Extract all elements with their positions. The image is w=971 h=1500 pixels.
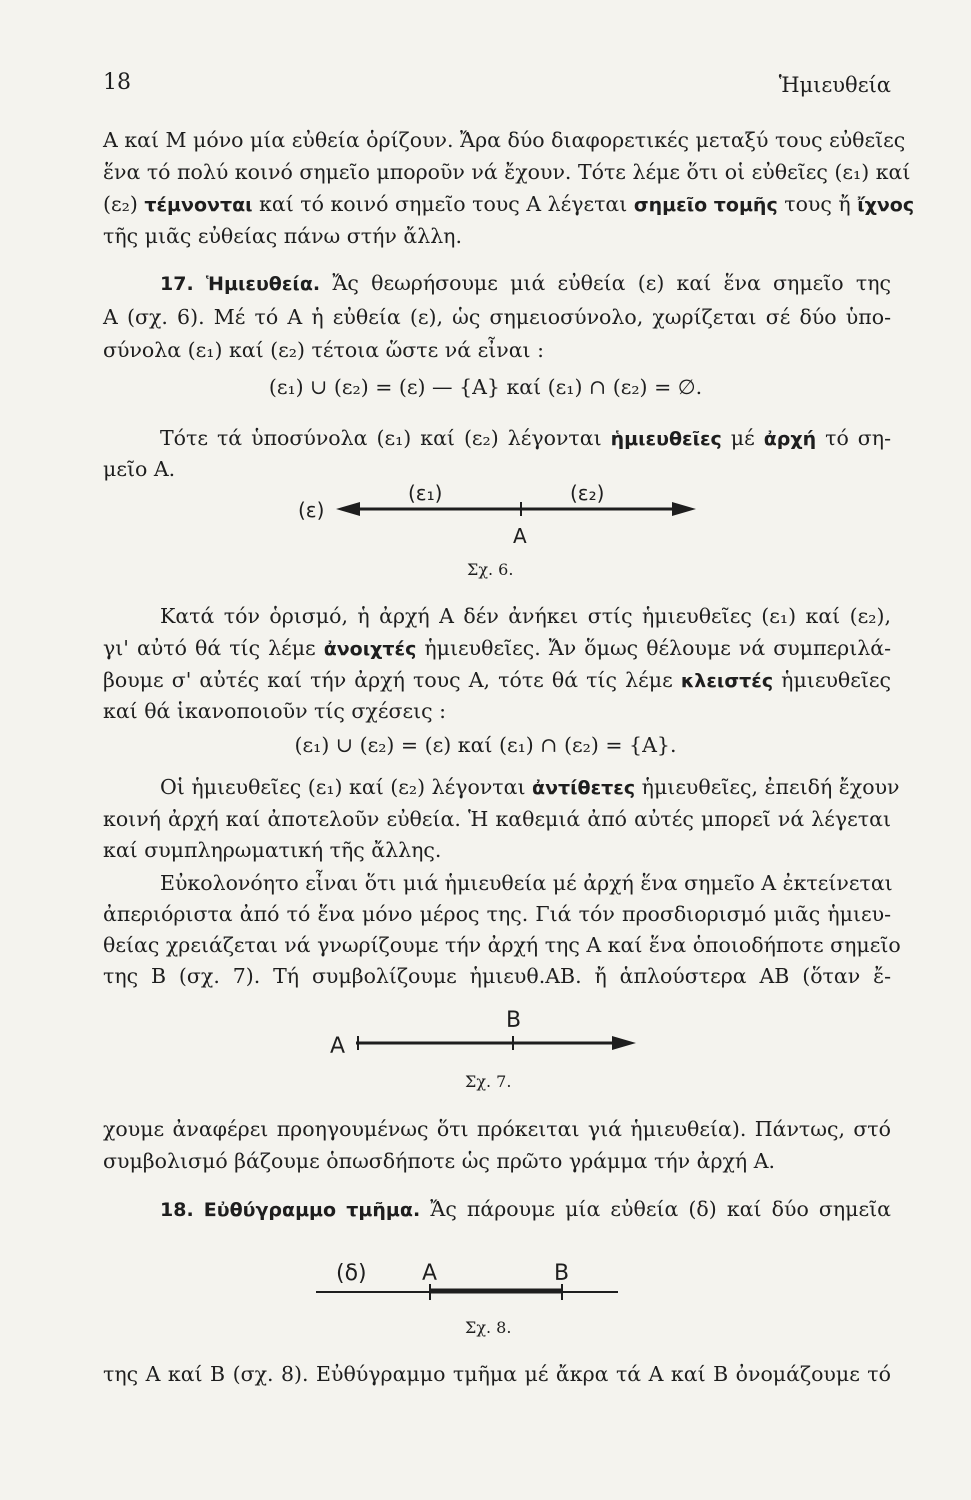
text-line: (ε₂) τέμνονται καί τό κοινό σημεῖο τους Α λέγεται σημεῖο τομῆς τους ἤ ἴχνος bbox=[103, 192, 915, 216]
term-bold: κλειστές bbox=[680, 670, 774, 692]
term-bold: ἀνοιχτές bbox=[323, 638, 417, 660]
text-line: κοινή ἀρχή καί ἀποτελοῦν εὐθεία. Ἡ καθεμιά ἀπό αὐτές μπορεῖ νά λέγεται bbox=[103, 807, 891, 831]
running-title: Ἡμιευθεία bbox=[778, 73, 891, 97]
fig7-label-b: Β bbox=[506, 1008, 522, 1033]
section-title: Ἡμιευθεία. bbox=[205, 273, 321, 295]
fig7-label-a: Α bbox=[330, 1034, 346, 1059]
page-number: 18 bbox=[103, 70, 131, 95]
figure-7-caption: Σχ. 7. bbox=[465, 1072, 512, 1091]
equation: (ε₁) ∪ (ε₂) = (ε) — {Α} καί (ε₁) ∩ (ε₂) = ∅. bbox=[268, 375, 703, 399]
equation: (ε₁) ∪ (ε₂) = (ε) καί (ε₁) ∩ (ε₂) = {Α}. bbox=[294, 733, 677, 757]
text-line: Τότε τά ὑποσύνολα (ε₁) καί (ε₂) λέγονται ἡμιευθεῖες μέ ἀρχή τό ση- bbox=[160, 426, 892, 450]
term-bold: τέμνονται bbox=[144, 194, 253, 216]
term-bold: ἴχνος bbox=[857, 194, 915, 216]
text-line: Οἱ ἡμιευθεῖες (ε₁) καί (ε₂) λέγονται ἀντίθετες ἡμιευθεῖες, ἐπειδή ἔχουν bbox=[160, 775, 900, 799]
fig6-arrow-left bbox=[336, 502, 360, 516]
text-line: χουμε ἀναφέρει προηγουμένως ὅτι πρόκειται γιά ἡμιευθεία). Πάντως, στό bbox=[103, 1117, 891, 1141]
term-bold: σημεῖο τομῆς bbox=[633, 194, 778, 216]
fig8-label-b: Β bbox=[554, 1261, 570, 1286]
text-line: γι' αὐτό θά τίς λέμε ἀνοιχτές ἡμιευθεῖες. Ἄν ὅμως θέλουμε νά συμπεριλά- bbox=[103, 636, 891, 660]
figure-8 bbox=[310, 1250, 630, 1310]
text-line: της Α καί Β (σχ. 8). Εὐθύγραμμο τμῆμα μέ ἄκρα τά Α καί Β ὀνομάζουμε τό bbox=[103, 1362, 891, 1386]
text-line: Α καί Μ μόνο μία εὐθεία ὁρίζουν. Ἄρα δύο διαφορετικές μεταξύ τους εὐθεῖες bbox=[103, 128, 906, 152]
fig8-label-d: (δ) bbox=[336, 1261, 367, 1286]
text-line: συμβολισμό βάζουμε ὁπωσδήποτε ὡς πρῶτο γράμμα τήν ἀρχή Α. bbox=[103, 1149, 776, 1173]
text-line: βουμε σ' αὐτές καί τήν ἀρχή τους Α, τότε θά τίς λέμε κλειστές ἡμιευθεῖες bbox=[103, 668, 892, 692]
section-heading-18: 18. Εὐθύγραμμο τμῆμα. Ἄς πάρουμε μία εὐθεία (δ) καί δύο σημεῖα bbox=[160, 1197, 891, 1221]
text-line: καί θά ἱκανοποιοῦν τίς σχέσεις : bbox=[103, 699, 447, 723]
term-bold: ἀρχή bbox=[763, 428, 817, 450]
text-line: μεῖο Α. bbox=[103, 457, 176, 481]
text-line: τῆς μιᾶς εὐθείας πάνω στήν ἄλλη. bbox=[103, 224, 462, 248]
figure-6-caption: Σχ. 6. bbox=[467, 560, 514, 579]
fig6-label-a: Α bbox=[513, 524, 527, 548]
section-title: Εὐθύγραμμο τμῆμα. bbox=[203, 1199, 421, 1221]
text-line: Α (σχ. 6). Μέ τό Α ἡ εὐθεία (ε), ὡς σημειοσύνολο, χωρίζεται σέ δύο ὑπο- bbox=[103, 305, 891, 329]
text-line: σύνολα (ε₁) καί (ε₂) τέτοια ὥστε νά εἶναι : bbox=[103, 338, 545, 362]
text-line: της Β (σχ. 7). Τή συμβολίζουμε ἡμιευθ.ΑΒ. ἤ ἁπλούστερα ΑΒ (ὅταν ἔ- bbox=[103, 964, 891, 988]
figure-6 bbox=[280, 475, 720, 555]
fig8-label-a: Α bbox=[422, 1261, 438, 1286]
fig6-arrow-right bbox=[672, 502, 696, 516]
fig6-label-e1: (ε₁) bbox=[408, 481, 443, 505]
text-line: καί συμπληρωματική τῆς ἄλλης. bbox=[103, 838, 442, 862]
text-line: ἕνα τό πολύ κοινό σημεῖο μποροῦν νά ἔχουν. Τότε λέμε ὅτι οἱ εὐθεῖες (ε₁) καί bbox=[103, 160, 911, 184]
term-bold: ἡμιευθεῖες bbox=[610, 428, 722, 450]
fig7-arrow-right bbox=[612, 1036, 636, 1050]
fig6-label-e2: (ε₂) bbox=[570, 481, 605, 505]
text-line: ἀπεριόριστα ἀπό τό ἕνα μόνο μέρος της. Γιά τόν προσδιορισμό μιᾶς ἡμιευ- bbox=[103, 902, 891, 926]
text-line: θείας χρειάζεται νά γνωρίζουμε τήν ἀρχή της Α καί ἕνα ὁποιοδήποτε σημεῖο bbox=[103, 933, 901, 957]
term-bold: ἀντίθετες bbox=[532, 777, 636, 799]
section-heading-17: 17. Ἡμιευθεία. Ἄς θεωρήσουμε μιά εὐθεία (ε) καί ἕνα σημεῖο της bbox=[160, 271, 891, 295]
figure-8-caption: Σχ. 8. bbox=[465, 1318, 512, 1337]
text-line: Κατά τόν ὁρισμό, ἡ ἀρχή Α δέν ἀνήκει στίς ἡμιευθεῖες (ε₁) καί (ε₂), bbox=[160, 604, 891, 628]
figure-7 bbox=[320, 1003, 660, 1063]
fig6-label-e: (ε) bbox=[298, 498, 325, 522]
text-line: Εὐκολονόητο εἶναι ὅτι μιά ἡμιευθεία μέ ἀρχή ἕνα σημεῖο Α ἐκτείνεται bbox=[160, 871, 893, 895]
